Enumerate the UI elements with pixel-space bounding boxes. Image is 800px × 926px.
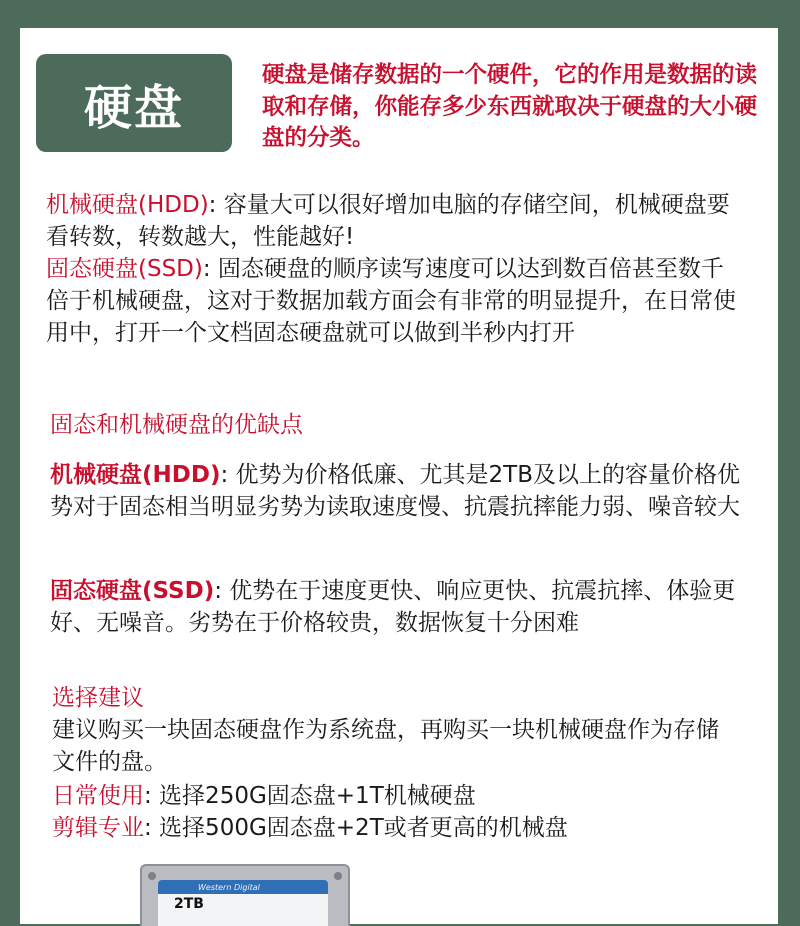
hdd-pros-term: 机械硬盘(HDD) — [50, 462, 221, 488]
screw-hole-icon — [334, 872, 342, 880]
drive-brand: Western Digital — [198, 883, 260, 892]
drive-capacity: 2TB — [174, 896, 204, 912]
editing-label: 剪辑专业 — [52, 815, 144, 841]
hard-drive-image — [140, 864, 350, 926]
screw-hole-icon — [148, 872, 156, 880]
daily-use-line — [52, 780, 752, 812]
content-card — [20, 28, 778, 924]
pros-cons-heading: 固态和机械硬盘的优缺点 — [50, 412, 303, 438]
hdd-description — [46, 189, 746, 253]
hdd-pros-text: : 优势为价格低廉、尤其是2TB及以上的容量价格优势对于固态相当明显劣势为读取速度慢、抗震抗摔能力弱、噪音较大 — [50, 462, 740, 520]
hdd-pros-cons — [50, 459, 750, 523]
editing-text: : 选择500G固态盘+2T或者更高的机械盘 — [144, 815, 568, 841]
daily-use-label: 日常使用 — [52, 783, 144, 809]
title-badge — [36, 54, 232, 152]
editing-line — [52, 812, 752, 844]
hdd-term: 机械硬盘(HDD) — [46, 192, 209, 218]
ssd-term: 固态硬盘(SSD) — [46, 256, 203, 282]
ssd-desc: : 固态硬盘的顺序读写速度可以达到数百倍甚至数千倍于机械硬盘，这对于数据加载方面会有非常的明显提升，在日常使用中，打开一个文档固态硬盘就可以做到半秒内打开 — [46, 256, 736, 346]
recommendation-heading: 选择建议 — [52, 685, 144, 711]
drive-label — [158, 880, 328, 926]
ssd-pros-term: 固态硬盘(SSD) — [50, 578, 215, 604]
page-title: 硬盘 — [83, 79, 184, 136]
ssd-pros-cons — [50, 575, 750, 639]
ssd-pros-text: : 优势在于速度更快、响应更快、抗震抗摔、体验更好、无噪音。劣势在于价格较贵，数据恢复十分困难 — [50, 578, 736, 636]
daily-use-text: : 选择250G固态盘+1T机械硬盘 — [144, 783, 476, 809]
recommendation-text: 建议购买一块固态硬盘作为系统盘，再购买一块机械硬盘作为存储文件的盘。 — [52, 717, 719, 775]
ssd-description — [46, 253, 746, 349]
intro-text: 硬盘是储存数据的一个硬件，它的作用是数据的读取和存储，你能存多少东西就取决于硬盘的大小硬盘的分类。 — [262, 62, 758, 151]
hdd-desc: : 容量大可以很好增加电脑的存储空间，机械硬盘要看转数，转数越大，性能越好! — [46, 192, 730, 250]
